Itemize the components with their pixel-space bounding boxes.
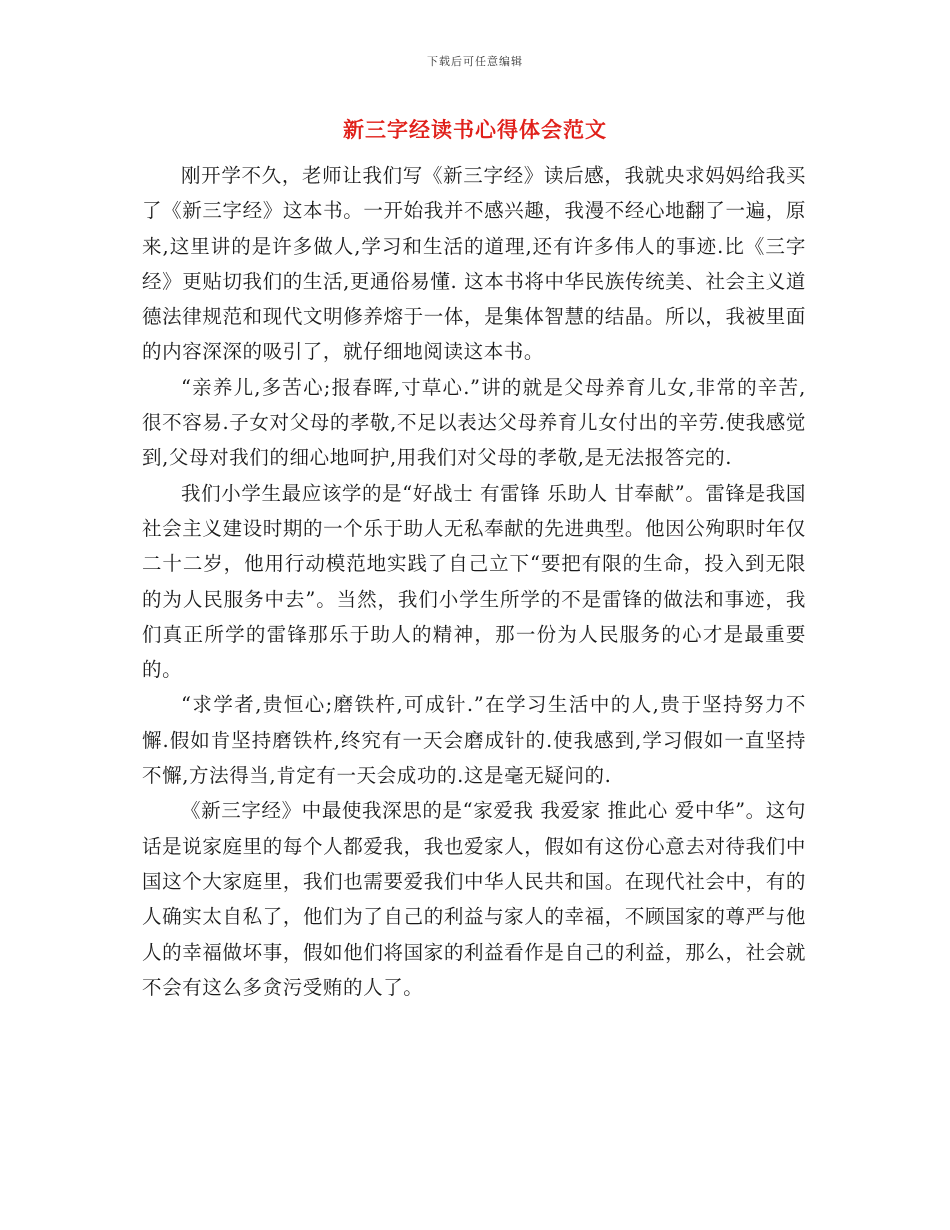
page-header-note: 下载后可任意编辑 bbox=[427, 55, 523, 68]
paragraph-4: “求学者,贵恒心;磨铁杵,可成针.”在学习生活中的人,贵于坚持努力不懈.假如肯坚持磨铁杵,终究有一天会磨成针的.使我感到,学习假如一直坚持不懈,方法得当,肯定有一天会成功的.这是毫无疑问的. bbox=[142, 693, 806, 788]
paragraph-1: 刚开学不久，老师让我们写《新三字经》读后感，我就央求妈妈给我买了《新三字经》这本书。一开始我并不感兴趣，我漫不经心地翻了一遍，原来,这里讲的是许多做人,学习和生活的道理,还有许多伟人的事迹.比《三字经》更贴切我们的生活,更通俗易懂. 这本书将中华民族传统美、社会主义道德法律规范和现代文明修养熔于一体，是集体智慧的结晶。所以，我被里面的内容深深的吸引了，就仔细地阅读这本书。 bbox=[142, 164, 806, 364]
paragraph-3: 我们小学生最应该学的是“好战士 有雷锋 乐助人 甘奉献”。雷锋是我国社会主义建设时期的一个乐于助人无私奉献的先进典型。他因公殉职时年仅二十二岁，他用行动模范地实践了自己立下“要把有限的生命，投入到无限的为人民服务中去”。当然，我们小学生所学的不是雷锋的做法和事迹，我们真正所学的雷锋那乐于助人的精神，那一份为人民服务的心才是最重要的。 bbox=[142, 481, 806, 682]
document-body bbox=[142, 158, 806, 1005]
document-title: 新三字经读书心得体会范文 bbox=[343, 117, 607, 142]
paragraph-5: 《新三字经》中最使我深思的是“家爱我 我爱家 推此心 爱中华”。这句话是说家庭里的每个人都爱我，我也爱家人，假如有这份心意去对待我们中国这个大家庭里，我们也需要爱我们中华人民共和国。在现代社会中，有的人确实太自私了，他们为了自己的利益与家人的幸福，不顾国家的尊严与他人的幸福做坏事，假如他们将国家的利益看作是自己的利益，那么，社会就不会有这么多贪污受贿的人了。 bbox=[142, 799, 806, 999]
paragraph-2: “亲养儿,多苦心;报春晖,寸草心.”讲的就是父母养育儿女,非常的辛苦,很不容易.子女对父母的孝敬,不足以表达父母养育儿女付出的辛劳.使我感觉到,父母对我们的细心地呵护,用我们对父母的孝敬,是无法报答完的. bbox=[142, 375, 806, 470]
